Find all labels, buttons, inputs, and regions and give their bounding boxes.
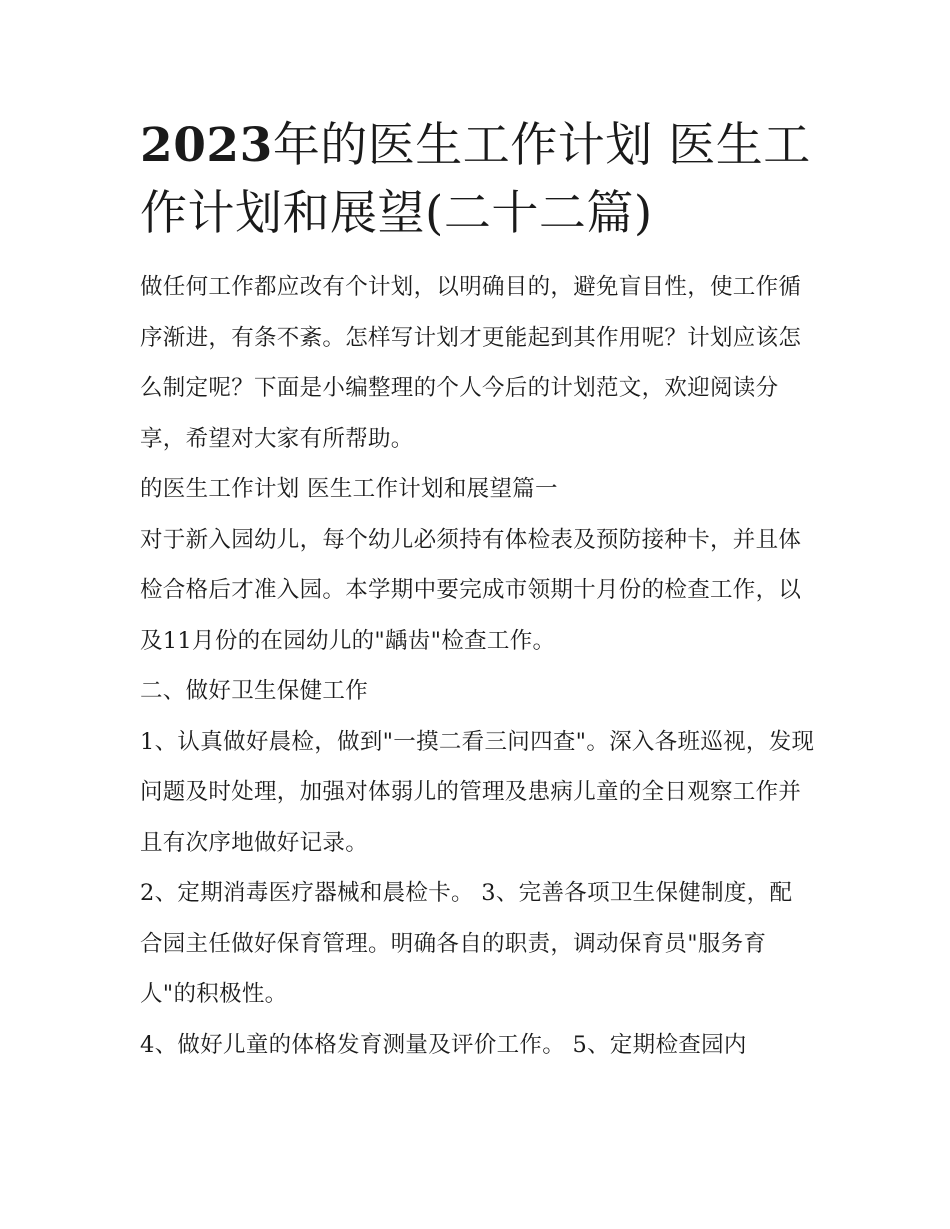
section-heading: 的医生工作计划 医生工作计划和展望篇一 bbox=[140, 476, 558, 502]
body-paragraph: 4、做好儿童的体格发育测量及评价工作。 5、定期检查园内 bbox=[140, 1031, 747, 1058]
title-year: 2023 bbox=[140, 118, 273, 173]
body-paragraph: 1、认真做好晨检，做到"一摸二看三问四查"。深入各班巡视，发现问题及时处理，加强对体弱儿的管理及患病儿童的全日观察工作并且有次序地做好记录。 bbox=[140, 728, 815, 856]
body-paragraph: 2、定期消毒医疗器械和晨检卡。 3、完善各项卫生保健制度，配合园主任做好保育管理。明确各自的职责，调动保育员"服务育人"的积极性。 bbox=[140, 880, 793, 1007]
document-page bbox=[140, 112, 815, 1070]
title-text: 年的医生工作计划 医生工作计划和展望(二十二篇) bbox=[140, 118, 811, 241]
document-title bbox=[140, 112, 815, 248]
body-paragraph: 对于新入园幼儿，每个幼儿必须持有体检表及预防接种卡，并且体检合格后才准入园。本学期中要完成市领期十月份的检查工作，以及11月份的在园幼儿的"龋齿"检查工作。 bbox=[140, 526, 802, 654]
intro-paragraph: 做任何工作都应改有个计划，以明确目的，避免盲目性，使工作循序渐进，有条不紊。怎样写计划才更能起到其作用呢？计划应该怎么制定呢？下面是小编整理的个人今后的计划范文，欢迎阅读分享，希望对大家有所帮助。 bbox=[140, 274, 802, 452]
section-heading: 二、做好卫生保健工作 bbox=[140, 678, 369, 704]
document-body bbox=[140, 262, 815, 1070]
